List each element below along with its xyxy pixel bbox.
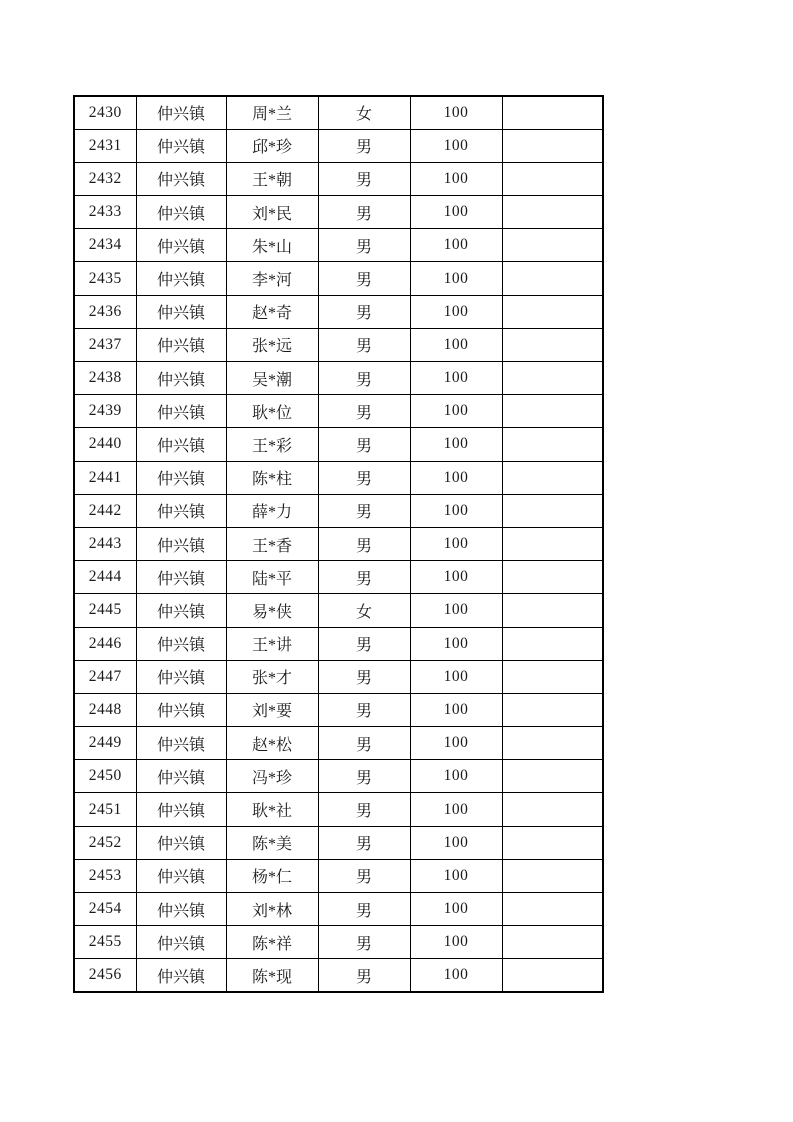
- cell-town: 仲兴镇: [136, 926, 226, 959]
- cell-gender: 男: [318, 727, 410, 760]
- cell-amount: 100: [410, 162, 502, 195]
- cell-town: 仲兴镇: [136, 362, 226, 395]
- cell-note: [502, 295, 603, 328]
- cell-name: 易*侠: [226, 594, 318, 627]
- cell-serial: 2446: [74, 627, 136, 660]
- cell-gender: 男: [318, 793, 410, 826]
- cell-gender: 男: [318, 162, 410, 195]
- cell-gender: 男: [318, 395, 410, 428]
- cell-note: [502, 395, 603, 428]
- cell-name: 赵*松: [226, 727, 318, 760]
- table-row: [74, 96, 603, 129]
- cell-amount: 100: [410, 727, 502, 760]
- cell-amount: 100: [410, 395, 502, 428]
- cell-gender: 男: [318, 196, 410, 229]
- table-row: [74, 162, 603, 195]
- cell-gender: 男: [318, 129, 410, 162]
- cell-name: 刘*要: [226, 693, 318, 726]
- cell-amount: 100: [410, 96, 502, 129]
- cell-name: 陈*柱: [226, 461, 318, 494]
- table-row: [74, 494, 603, 527]
- cell-gender: 男: [318, 428, 410, 461]
- cell-gender: 男: [318, 527, 410, 560]
- cell-gender: 男: [318, 262, 410, 295]
- cell-town: 仲兴镇: [136, 229, 226, 262]
- cell-gender: 女: [318, 96, 410, 129]
- cell-note: [502, 428, 603, 461]
- cell-name: 薛*力: [226, 494, 318, 527]
- cell-serial: 2433: [74, 196, 136, 229]
- cell-serial: 2448: [74, 693, 136, 726]
- cell-serial: 2444: [74, 561, 136, 594]
- table-row: [74, 561, 603, 594]
- table-row: [74, 295, 603, 328]
- table-row: [74, 129, 603, 162]
- table-row: [74, 196, 603, 229]
- cell-gender: 男: [318, 229, 410, 262]
- cell-name: 王*彩: [226, 428, 318, 461]
- cell-town: 仲兴镇: [136, 826, 226, 859]
- cell-name: 刘*民: [226, 196, 318, 229]
- cell-name: 邱*珍: [226, 129, 318, 162]
- cell-town: 仲兴镇: [136, 295, 226, 328]
- cell-amount: 100: [410, 561, 502, 594]
- cell-name: 冯*珍: [226, 760, 318, 793]
- cell-gender: 男: [318, 627, 410, 660]
- cell-gender: 女: [318, 594, 410, 627]
- cell-town: 仲兴镇: [136, 594, 226, 627]
- table-row: [74, 793, 603, 826]
- cell-town: 仲兴镇: [136, 262, 226, 295]
- cell-note: [502, 461, 603, 494]
- cell-amount: 100: [410, 129, 502, 162]
- cell-serial: 2438: [74, 362, 136, 395]
- cell-town: 仲兴镇: [136, 129, 226, 162]
- cell-serial: 2456: [74, 959, 136, 992]
- cell-gender: 男: [318, 693, 410, 726]
- cell-amount: 100: [410, 926, 502, 959]
- cell-serial: 2434: [74, 229, 136, 262]
- cell-amount: 100: [410, 229, 502, 262]
- table-row: [74, 926, 603, 959]
- cell-amount: 100: [410, 295, 502, 328]
- cell-gender: 男: [318, 826, 410, 859]
- cell-name: 陆*平: [226, 561, 318, 594]
- cell-gender: 男: [318, 328, 410, 361]
- cell-gender: 男: [318, 494, 410, 527]
- table-row: [74, 362, 603, 395]
- cell-town: 仲兴镇: [136, 494, 226, 527]
- cell-amount: 100: [410, 660, 502, 693]
- cell-town: 仲兴镇: [136, 395, 226, 428]
- cell-amount: 100: [410, 461, 502, 494]
- cell-serial: 2436: [74, 295, 136, 328]
- table-row: [74, 527, 603, 560]
- cell-serial: 2449: [74, 727, 136, 760]
- table-row: [74, 262, 603, 295]
- cell-amount: 100: [410, 328, 502, 361]
- cell-serial: 2445: [74, 594, 136, 627]
- cell-note: [502, 362, 603, 395]
- cell-note: [502, 527, 603, 560]
- cell-amount: 100: [410, 959, 502, 992]
- cell-note: [502, 627, 603, 660]
- cell-name: 陈*祥: [226, 926, 318, 959]
- cell-gender: 男: [318, 893, 410, 926]
- cell-serial: 2447: [74, 660, 136, 693]
- cell-town: 仲兴镇: [136, 96, 226, 129]
- cell-amount: 100: [410, 262, 502, 295]
- cell-town: 仲兴镇: [136, 627, 226, 660]
- cell-note: [502, 793, 603, 826]
- cell-amount: 100: [410, 196, 502, 229]
- cell-town: 仲兴镇: [136, 693, 226, 726]
- cell-note: [502, 561, 603, 594]
- cell-note: [502, 760, 603, 793]
- cell-note: [502, 859, 603, 892]
- table-row: [74, 229, 603, 262]
- cell-note: [502, 494, 603, 527]
- cell-note: [502, 893, 603, 926]
- cell-serial: 2450: [74, 760, 136, 793]
- cell-serial: 2440: [74, 428, 136, 461]
- cell-amount: 100: [410, 693, 502, 726]
- cell-gender: 男: [318, 959, 410, 992]
- cell-town: 仲兴镇: [136, 428, 226, 461]
- cell-name: 耿*位: [226, 395, 318, 428]
- cell-name: 吴*潮: [226, 362, 318, 395]
- cell-town: 仲兴镇: [136, 793, 226, 826]
- cell-gender: 男: [318, 660, 410, 693]
- cell-serial: 2443: [74, 527, 136, 560]
- cell-note: [502, 162, 603, 195]
- cell-town: 仲兴镇: [136, 328, 226, 361]
- cell-note: [502, 660, 603, 693]
- table-row: [74, 826, 603, 859]
- table-row: [74, 727, 603, 760]
- cell-serial: 2454: [74, 893, 136, 926]
- cell-town: 仲兴镇: [136, 527, 226, 560]
- cell-name: 张*才: [226, 660, 318, 693]
- cell-name: 耿*社: [226, 793, 318, 826]
- cell-name: 陈*现: [226, 959, 318, 992]
- table-row: [74, 693, 603, 726]
- cell-name: 王*朝: [226, 162, 318, 195]
- table-row: [74, 760, 603, 793]
- cell-town: 仲兴镇: [136, 760, 226, 793]
- cell-name: 赵*奇: [226, 295, 318, 328]
- cell-name: 陈*美: [226, 826, 318, 859]
- table-row: [74, 328, 603, 361]
- cell-town: 仲兴镇: [136, 561, 226, 594]
- cell-serial: 2432: [74, 162, 136, 195]
- cell-town: 仲兴镇: [136, 196, 226, 229]
- cell-note: [502, 594, 603, 627]
- cell-serial: 2431: [74, 129, 136, 162]
- cell-gender: 男: [318, 859, 410, 892]
- cell-serial: 2442: [74, 494, 136, 527]
- cell-name: 张*远: [226, 328, 318, 361]
- table-row: [74, 627, 603, 660]
- cell-gender: 男: [318, 760, 410, 793]
- cell-amount: 100: [410, 362, 502, 395]
- table-row: [74, 428, 603, 461]
- cell-gender: 男: [318, 926, 410, 959]
- cell-town: 仲兴镇: [136, 893, 226, 926]
- cell-amount: 100: [410, 594, 502, 627]
- cell-note: [502, 926, 603, 959]
- cell-amount: 100: [410, 627, 502, 660]
- cell-serial: 2455: [74, 926, 136, 959]
- cell-town: 仲兴镇: [136, 959, 226, 992]
- table-row: [74, 660, 603, 693]
- cell-note: [502, 727, 603, 760]
- cell-note: [502, 229, 603, 262]
- cell-name: 李*河: [226, 262, 318, 295]
- cell-town: 仲兴镇: [136, 660, 226, 693]
- table-row: [74, 395, 603, 428]
- cell-serial: 2435: [74, 262, 136, 295]
- cell-note: [502, 328, 603, 361]
- cell-gender: 男: [318, 561, 410, 594]
- cell-name: 杨*仁: [226, 859, 318, 892]
- table-row: [74, 461, 603, 494]
- cell-serial: 2441: [74, 461, 136, 494]
- cell-serial: 2452: [74, 826, 136, 859]
- cell-serial: 2439: [74, 395, 136, 428]
- cell-note: [502, 693, 603, 726]
- cell-note: [502, 826, 603, 859]
- cell-name: 朱*山: [226, 229, 318, 262]
- cell-gender: 男: [318, 295, 410, 328]
- cell-amount: 100: [410, 428, 502, 461]
- table-row: [74, 859, 603, 892]
- cell-amount: 100: [410, 826, 502, 859]
- table-row: [74, 893, 603, 926]
- roster-table: [73, 95, 604, 993]
- cell-amount: 100: [410, 893, 502, 926]
- cell-name: 刘*林: [226, 893, 318, 926]
- cell-town: 仲兴镇: [136, 859, 226, 892]
- cell-name: 周*兰: [226, 96, 318, 129]
- cell-serial: 2430: [74, 96, 136, 129]
- cell-note: [502, 196, 603, 229]
- cell-town: 仲兴镇: [136, 727, 226, 760]
- cell-gender: 男: [318, 461, 410, 494]
- cell-amount: 100: [410, 859, 502, 892]
- cell-note: [502, 129, 603, 162]
- cell-amount: 100: [410, 527, 502, 560]
- cell-name: 王*香: [226, 527, 318, 560]
- cell-amount: 100: [410, 793, 502, 826]
- cell-gender: 男: [318, 362, 410, 395]
- cell-note: [502, 96, 603, 129]
- table-row: [74, 959, 603, 992]
- cell-note: [502, 959, 603, 992]
- cell-amount: 100: [410, 760, 502, 793]
- cell-serial: 2451: [74, 793, 136, 826]
- cell-serial: 2437: [74, 328, 136, 361]
- cell-serial: 2453: [74, 859, 136, 892]
- cell-name: 王*讲: [226, 627, 318, 660]
- roster-body: [74, 96, 603, 992]
- cell-amount: 100: [410, 494, 502, 527]
- cell-town: 仲兴镇: [136, 162, 226, 195]
- cell-note: [502, 262, 603, 295]
- table-row: [74, 594, 603, 627]
- cell-town: 仲兴镇: [136, 461, 226, 494]
